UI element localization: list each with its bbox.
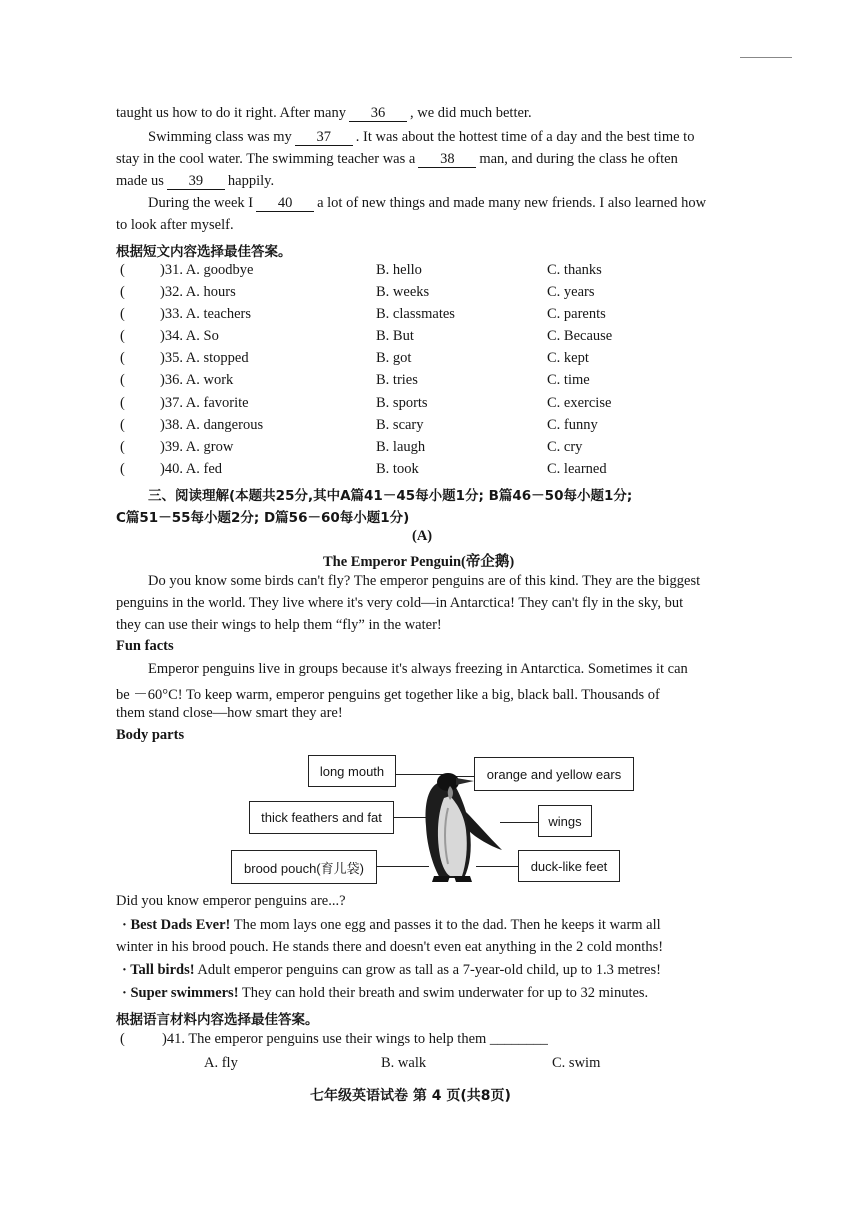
blank-40[interactable]: 40 — [256, 196, 314, 212]
text: made us — [116, 173, 164, 189]
passage-line-2 — [148, 129, 694, 146]
cloze-option-row — [116, 306, 756, 326]
answer-paren[interactable]: ( — [120, 306, 125, 322]
answer-paren[interactable]: ( — [120, 284, 125, 300]
option-b[interactable]: B. took — [376, 461, 419, 477]
fact-2-lead: · Tall birds! — [122, 962, 195, 978]
option-c[interactable]: C. kept — [547, 350, 589, 366]
penguin-illustration — [410, 768, 510, 888]
option-b[interactable]: B. weeks — [376, 284, 430, 300]
question-41-options — [116, 1055, 756, 1075]
fact-3-text: They can hold their breath and swim underwater for up to 32 minutes. — [238, 985, 649, 1001]
answer-paren[interactable]: ( — [120, 262, 125, 278]
option-a[interactable]: )31. A. goodbye — [160, 262, 254, 278]
label-long-mouth: long mouth — [308, 755, 396, 787]
scan-mark — [740, 57, 792, 58]
option-c[interactable]: C. cry — [547, 439, 583, 455]
fact-3-lead: · Super swimmers! — [122, 985, 239, 1001]
cloze-option-row — [116, 439, 756, 459]
passage-line-4 — [116, 173, 274, 190]
option-a[interactable]: )36. A. work — [160, 372, 234, 388]
option-a[interactable]: )35. A. stopped — [160, 350, 249, 366]
cloze-option-row — [116, 395, 756, 415]
text: During the week I — [148, 195, 254, 211]
fun-facts-heading: Fun facts — [116, 638, 174, 654]
blank-37[interactable]: 37 — [295, 130, 353, 146]
body-parts-heading: Body parts — [116, 727, 185, 743]
option-c[interactable]: C. thanks — [547, 262, 602, 278]
reading-instruction: 根据语言材料内容选择最佳答案。 — [116, 1012, 319, 1028]
answer-paren[interactable]: ( — [120, 328, 125, 344]
option-a[interactable]: )32. A. hours — [160, 284, 236, 300]
option-b[interactable]: B. hello — [376, 262, 422, 278]
option-c[interactable]: C. learned — [547, 461, 607, 477]
cloze-option-row — [116, 284, 756, 304]
option-c[interactable]: C. time — [547, 372, 590, 388]
part-label: (A) — [412, 528, 433, 544]
question-41 — [116, 1031, 756, 1051]
answer-paren[interactable]: ( — [120, 417, 125, 433]
fact-2 — [122, 962, 661, 979]
answer-paren[interactable]: ( — [120, 1031, 125, 1047]
q41-stem: )41. The emperor penguins use their wings to help them ________ — [162, 1031, 548, 1047]
blank-36[interactable]: 36 — [349, 106, 407, 122]
text: Swimming class was my — [148, 129, 292, 145]
label-feet: duck-like feet — [518, 850, 620, 882]
answer-paren[interactable]: ( — [120, 372, 125, 388]
text: , we did much better. — [409, 105, 532, 121]
fun-facts-line-2: be －60°C! To keep warm, emperor penguins get together like a big, black ball. Thousands of — [116, 687, 660, 703]
text: taught us how to do it right. After many — [116, 105, 346, 121]
intro-line-3: they can use their wings to help them “fly” in the water! — [116, 617, 442, 633]
label-ears: orange and yellow ears — [474, 757, 634, 791]
q41-option-c[interactable]: C. swim — [552, 1055, 601, 1071]
answer-paren[interactable]: ( — [120, 395, 125, 411]
option-c[interactable]: C. Because — [547, 328, 613, 344]
cloze-option-row — [116, 417, 756, 437]
blank-39[interactable]: 39 — [167, 174, 225, 190]
text: . It was about the hottest time of a day and the best time to — [355, 129, 695, 145]
option-b[interactable]: B. got — [376, 350, 412, 366]
option-b[interactable]: B. sports — [376, 395, 428, 411]
option-c[interactable]: C. funny — [547, 417, 598, 433]
section3-heading: 三、阅读理解(本题共25分,其中A篇41－45每小题1分; B篇46－50每小题1分; — [148, 488, 633, 504]
option-c[interactable]: C. exercise — [547, 395, 612, 411]
blank-38[interactable]: 38 — [418, 152, 476, 168]
option-b[interactable]: B. scary — [376, 417, 424, 433]
option-b[interactable]: B. classmates — [376, 306, 455, 322]
option-b[interactable]: B. But — [376, 328, 414, 344]
option-c[interactable]: C. years — [547, 284, 595, 300]
intro-line-1: Do you know some birds can't fly? The emperor penguins are of this kind. They are the biggest — [148, 573, 701, 589]
did-you-know: Did you know emperor penguins are...? — [116, 893, 346, 909]
page-footer: 七年级英语试卷 第 4 页(共8页) — [310, 1088, 511, 1104]
fact-1-cont — [116, 939, 663, 956]
fact-3 — [122, 985, 648, 1002]
option-a[interactable]: )34. A. So — [160, 328, 219, 344]
intro-line-2: penguins in the world. They live where it's very cold—in Antarctica! They can't fly in the sky, but — [116, 595, 684, 611]
answer-paren[interactable]: ( — [120, 461, 125, 477]
option-a[interactable]: )38. A. dangerous — [160, 417, 264, 433]
cloze-instruction: 根据短文内容选择最佳答案。 — [116, 244, 292, 260]
option-a[interactable]: )40. A. fed — [160, 461, 223, 477]
q41-option-b[interactable]: B. walk — [381, 1055, 427, 1071]
option-b[interactable]: B. tries — [376, 372, 418, 388]
option-c[interactable]: C. parents — [547, 306, 606, 322]
fact-1-lead: · Best Dads Ever! — [122, 917, 231, 933]
fun-facts-line-1: Emperor penguins live in groups because it's always freezing in Antarctica. Sometimes it can — [148, 661, 688, 677]
text: happily. — [227, 173, 275, 189]
label-wings: wings — [538, 805, 592, 837]
passage-line-3 — [116, 151, 678, 168]
answer-paren[interactable]: ( — [120, 350, 125, 366]
section3-heading-2: C篇51－55每小题2分; D篇56－60每小题1分) — [116, 510, 410, 526]
option-a[interactable]: )39. A. grow — [160, 439, 234, 455]
option-a[interactable]: )37. A. favorite — [160, 395, 249, 411]
answer-paren[interactable]: ( — [120, 439, 125, 455]
cloze-option-row — [116, 328, 756, 348]
text: man, and during the class he often — [479, 151, 678, 167]
fact-2-text: Adult emperor penguins can grow as tall as a 7-year-old child, up to 1.3 metres! — [194, 962, 661, 978]
text: a lot of new things and made many new friends. I also learned how — [317, 195, 707, 211]
fact-1-text: The mom lays one egg and passes it to the dad. Then he keeps it warm all — [230, 917, 661, 933]
cloze-option-row — [116, 372, 756, 392]
cloze-option-row — [116, 350, 756, 370]
cloze-option-row — [116, 262, 756, 282]
label-pouch: brood pouch(育儿袋) — [231, 850, 377, 884]
fact-1 — [122, 917, 661, 934]
article-title: The Emperor Penguin(帝企鹅) — [323, 554, 515, 570]
fun-facts-line-3: them stand close—how smart they are! — [116, 705, 343, 721]
option-a[interactable]: )33. A. teachers — [160, 306, 251, 322]
passage-line-6: to look after myself. — [116, 217, 234, 233]
passage-line-5 — [148, 195, 706, 212]
q41-option-a[interactable]: A. fly — [204, 1055, 238, 1071]
passage-line-1 — [116, 105, 532, 122]
label-feathers: thick feathers and fat — [249, 801, 394, 834]
option-b[interactable]: B. laugh — [376, 439, 426, 455]
text: stay in the cool water. The swimming teacher was a — [116, 151, 416, 167]
fact-1-cont-text: winter in his brood pouch. He stands there and doesn't even eat anything in the 2 cold months! — [116, 939, 664, 955]
cloze-option-row — [116, 461, 756, 481]
